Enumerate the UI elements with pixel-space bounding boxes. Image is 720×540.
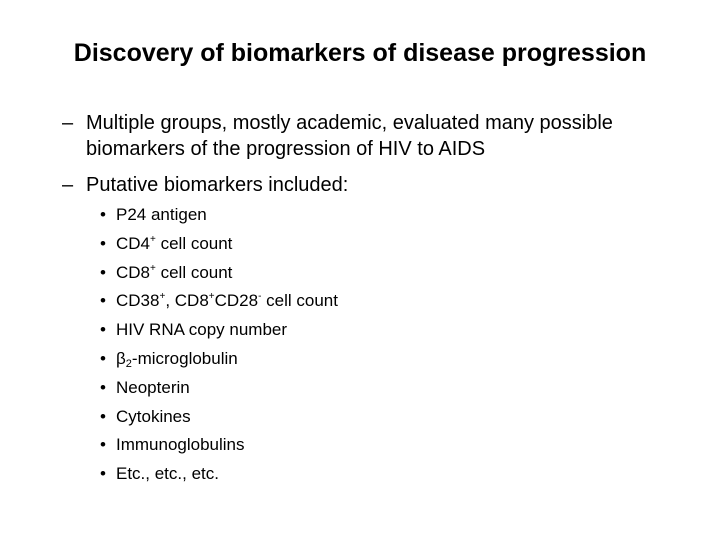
list-item-immunoglobulins	[100, 431, 660, 460]
bullet-icon: •	[100, 262, 106, 282]
slide-title: Discovery of biomarkers of disease progression	[73, 39, 647, 67]
item-text: Cytokines	[116, 406, 191, 426]
level1-item-putative	[62, 172, 682, 198]
bullet-icon: •	[100, 320, 106, 340]
bullet-icon: •	[100, 205, 106, 224]
list-item-cd38	[100, 287, 660, 316]
bullet-icon: •	[100, 406, 106, 426]
item-text: P24 antigen	[116, 205, 207, 224]
list-item-hiv-rna	[100, 316, 660, 345]
bullet-icon: •	[100, 377, 106, 397]
item-text: CD8+ cell count	[116, 262, 233, 282]
item-text: Immunoglobulins	[116, 435, 245, 455]
bullet-icon: •	[100, 464, 106, 484]
list-item-cytokines	[100, 403, 660, 432]
list-item-cd4	[100, 230, 660, 259]
bullet-icon: •	[100, 233, 106, 253]
item-text: Etc., etc., etc.	[116, 464, 219, 484]
bullet-icon: •	[100, 435, 106, 455]
level1-item-groups	[62, 110, 682, 162]
list-item-neopterin	[100, 374, 660, 403]
item-text: HIV RNA copy number	[116, 320, 288, 340]
list-item-etc	[100, 460, 660, 489]
list-item-p24	[100, 201, 660, 230]
biomarker-list	[100, 201, 660, 489]
dash-bullet: –	[62, 112, 74, 134]
bullet-icon: •	[100, 291, 106, 311]
item-text: CD4+ cell count	[116, 233, 233, 253]
dash-bullet: –	[62, 174, 74, 196]
list-item-cd8	[100, 259, 660, 288]
item-text: Neopterin	[116, 377, 190, 397]
level1-text: Putative biomarkers included:	[86, 174, 349, 196]
item-text: CD38+, CD8+CD28- cell count	[116, 291, 338, 311]
list-item-b2m	[100, 345, 660, 374]
item-text: $\beta_2$-microglobulin	[116, 348, 238, 370]
level1-text: Multiple groups, mostly academic, evaluated many possible biomarkers of the progression of HIV to AIDS	[86, 112, 613, 160]
bullet-icon: •	[100, 348, 106, 368]
